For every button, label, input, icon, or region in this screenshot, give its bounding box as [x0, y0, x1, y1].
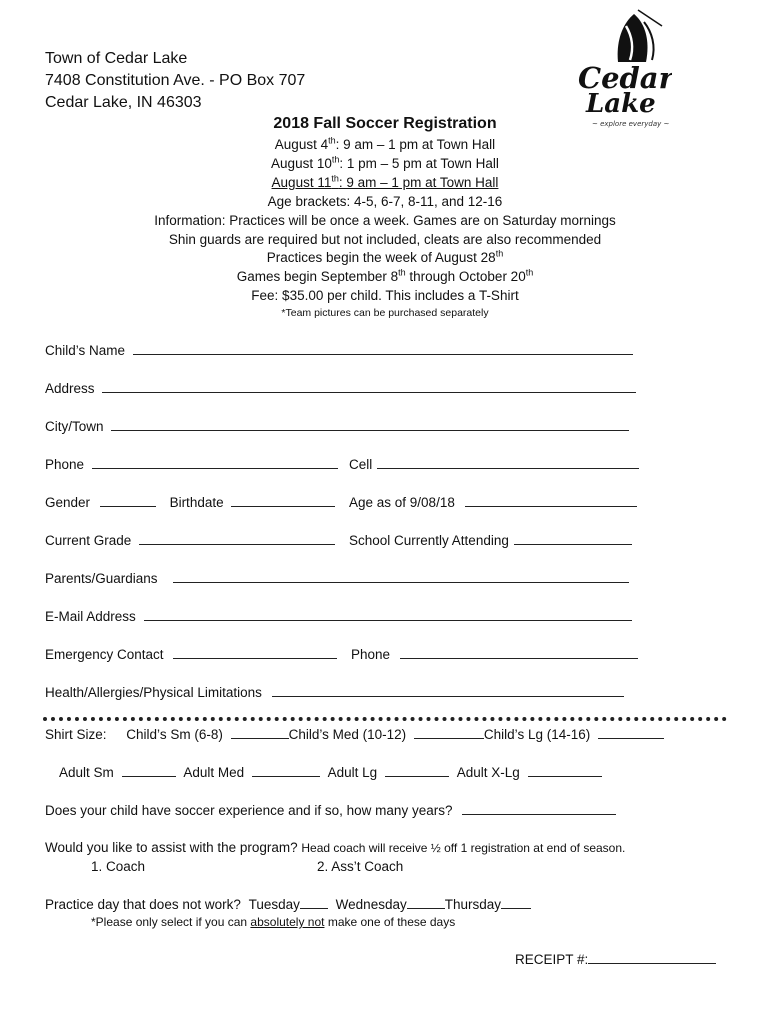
experience-row: [45, 802, 616, 818]
age-brackets: Age brackets: 4-5, 6-7, 8-11, and 12-16: [267, 194, 503, 209]
practice-day-question: Practice day that does not work?: [45, 897, 241, 912]
cell-row: [349, 456, 639, 472]
school-row: [349, 532, 632, 548]
cell-field[interactable]: [377, 456, 639, 469]
health-row: [45, 684, 624, 700]
practices-begin: Practices begin the week of August 28th: [266, 248, 504, 265]
email-label: E-Mail Address: [45, 609, 136, 624]
tuesday-label: Tuesday: [248, 897, 300, 912]
address-label: Address: [45, 381, 95, 396]
thursday-label: Thursday: [444, 897, 501, 912]
logo-word-cedar: Cedar: [578, 61, 672, 95]
address-row: [45, 380, 636, 396]
logo-word-lake: Lake: [586, 89, 656, 119]
org-name: Town of Cedar Lake: [45, 50, 188, 67]
cell-label: Cell: [349, 457, 373, 472]
logo-tagline: ~ explore everyday ~: [592, 120, 670, 128]
thursday-field[interactable]: [501, 896, 531, 909]
assist-row: [45, 840, 625, 855]
age-field[interactable]: [465, 494, 637, 507]
emergency-row: [45, 646, 337, 662]
assist-question: Would you like to assist with the program?: [45, 840, 298, 855]
phone-row: [45, 456, 338, 472]
email-field[interactable]: [144, 608, 632, 621]
birthdate-field[interactable]: [231, 494, 335, 507]
childs-name-label: Child’s Name: [45, 343, 126, 358]
current-grade-label: Current Grade: [45, 533, 132, 548]
phone-field[interactable]: [92, 456, 338, 469]
fee-line: Fee: $35.00 per child. This includes a T-Shirt: [251, 288, 519, 303]
health-label: Health/Allergies/Physical Limitations: [45, 685, 262, 700]
child-med-label: Child’s Med (10-12): [288, 727, 407, 742]
parents-field[interactable]: [173, 570, 629, 583]
adult-xlg-field[interactable]: [528, 764, 602, 777]
experience-field[interactable]: [462, 802, 616, 815]
adult-lg-label: Adult Lg: [327, 765, 378, 780]
event-date-2: August 10th: 1 pm – 5 pm at Town Hall: [271, 154, 499, 171]
dotted-separator: [43, 717, 727, 721]
emergency-contact-label: Emergency Contact: [45, 647, 164, 662]
phone-label: Phone: [45, 457, 85, 472]
org-address-line2: Cedar Lake, IN 46303: [45, 94, 202, 111]
event-title: 2018 Fall Soccer Registration: [273, 115, 497, 132]
event-date-3: August 11th: 9 am – 1 pm at Town Hall: [271, 173, 499, 190]
adult-lg-field[interactable]: [385, 764, 449, 777]
gender-field[interactable]: [100, 494, 156, 507]
practice-day-row: [45, 896, 531, 912]
shirt-size-label: Shirt Size:: [45, 727, 107, 742]
adult-sm-field[interactable]: [122, 764, 176, 777]
address-field[interactable]: [102, 380, 636, 393]
emergency-phone-row: [351, 646, 638, 662]
parents-label: Parents/Guardians: [45, 571, 158, 586]
experience-question: Does your child have soccer experience and if so, how many years?: [45, 803, 453, 818]
city-row: [45, 418, 629, 434]
city-label: City/Town: [45, 419, 104, 434]
school-field[interactable]: [514, 532, 632, 545]
grade-row: [45, 532, 335, 548]
emergency-phone-label: Phone: [351, 647, 391, 662]
adult-sm-label: Adult Sm: [59, 765, 114, 780]
org-address-line1: 7408 Constitution Ave. - PO Box 707: [45, 72, 306, 89]
team-pictures-note: *Team pictures can be purchased separately: [281, 307, 489, 319]
adult-med-field[interactable]: [252, 764, 320, 777]
assist-option-coach[interactable]: 1. Coach: [91, 859, 146, 874]
child-sm-label: Child’s Sm (6-8): [126, 727, 223, 742]
receipt-label: RECEIPT #:: [515, 952, 589, 967]
adult-size-row: [59, 764, 602, 780]
tuesday-field[interactable]: [300, 896, 328, 909]
emergency-phone-field[interactable]: [400, 646, 638, 659]
birthdate-label: Birthdate: [169, 495, 224, 510]
childs-name-row: [45, 342, 633, 358]
child-lg-label: Child’s Lg (14-16): [483, 727, 591, 742]
wednesday-field[interactable]: [407, 896, 445, 909]
practice-day-note-emphasis: absolutely not: [250, 915, 325, 929]
assist-note: Head coach will receive ½ off 1 registration at end of season.: [301, 841, 626, 855]
event-date-1: August 4th: 9 am – 1 pm at Town Hall: [274, 135, 496, 152]
age-row: [349, 494, 637, 510]
info-line-1: Information: Practices will be once a week. Games are on Saturday mornings: [154, 213, 616, 228]
emergency-contact-field[interactable]: [173, 646, 337, 659]
assist-option-asst-coach[interactable]: 2. Ass’t Coach: [317, 859, 404, 874]
receipt-row: [515, 951, 716, 967]
wednesday-label: Wednesday: [335, 897, 407, 912]
gender-label: Gender: [45, 495, 91, 510]
child-med-field[interactable]: [414, 726, 484, 739]
practice-day-note: *Please only select if you can absolutely not make one of these days: [91, 915, 456, 929]
health-field[interactable]: [272, 684, 624, 697]
childs-name-field[interactable]: [133, 342, 633, 355]
current-grade-field[interactable]: [139, 532, 335, 545]
child-sm-field[interactable]: [231, 726, 289, 739]
shirt-size-row: [45, 726, 664, 742]
gender-row: [45, 494, 335, 510]
info-line-2: Shin guards are required but not included, cleats are also recommended: [168, 232, 602, 247]
receipt-field[interactable]: [588, 951, 716, 964]
parents-row: [45, 570, 629, 586]
sailboat-icon: [572, 6, 672, 131]
school-label: School Currently Attending: [349, 533, 509, 548]
city-field[interactable]: [111, 418, 629, 431]
adult-med-label: Adult Med: [183, 765, 245, 780]
adult-xlg-label: Adult X-Lg: [456, 765, 520, 780]
child-lg-field[interactable]: [598, 726, 664, 739]
age-as-of-label: Age as of 9/08/18: [349, 495, 455, 510]
games-begin: Games begin September 8th through October 20th: [236, 267, 534, 284]
cedar-lake-logo: [572, 6, 672, 131]
email-row: [45, 608, 632, 624]
